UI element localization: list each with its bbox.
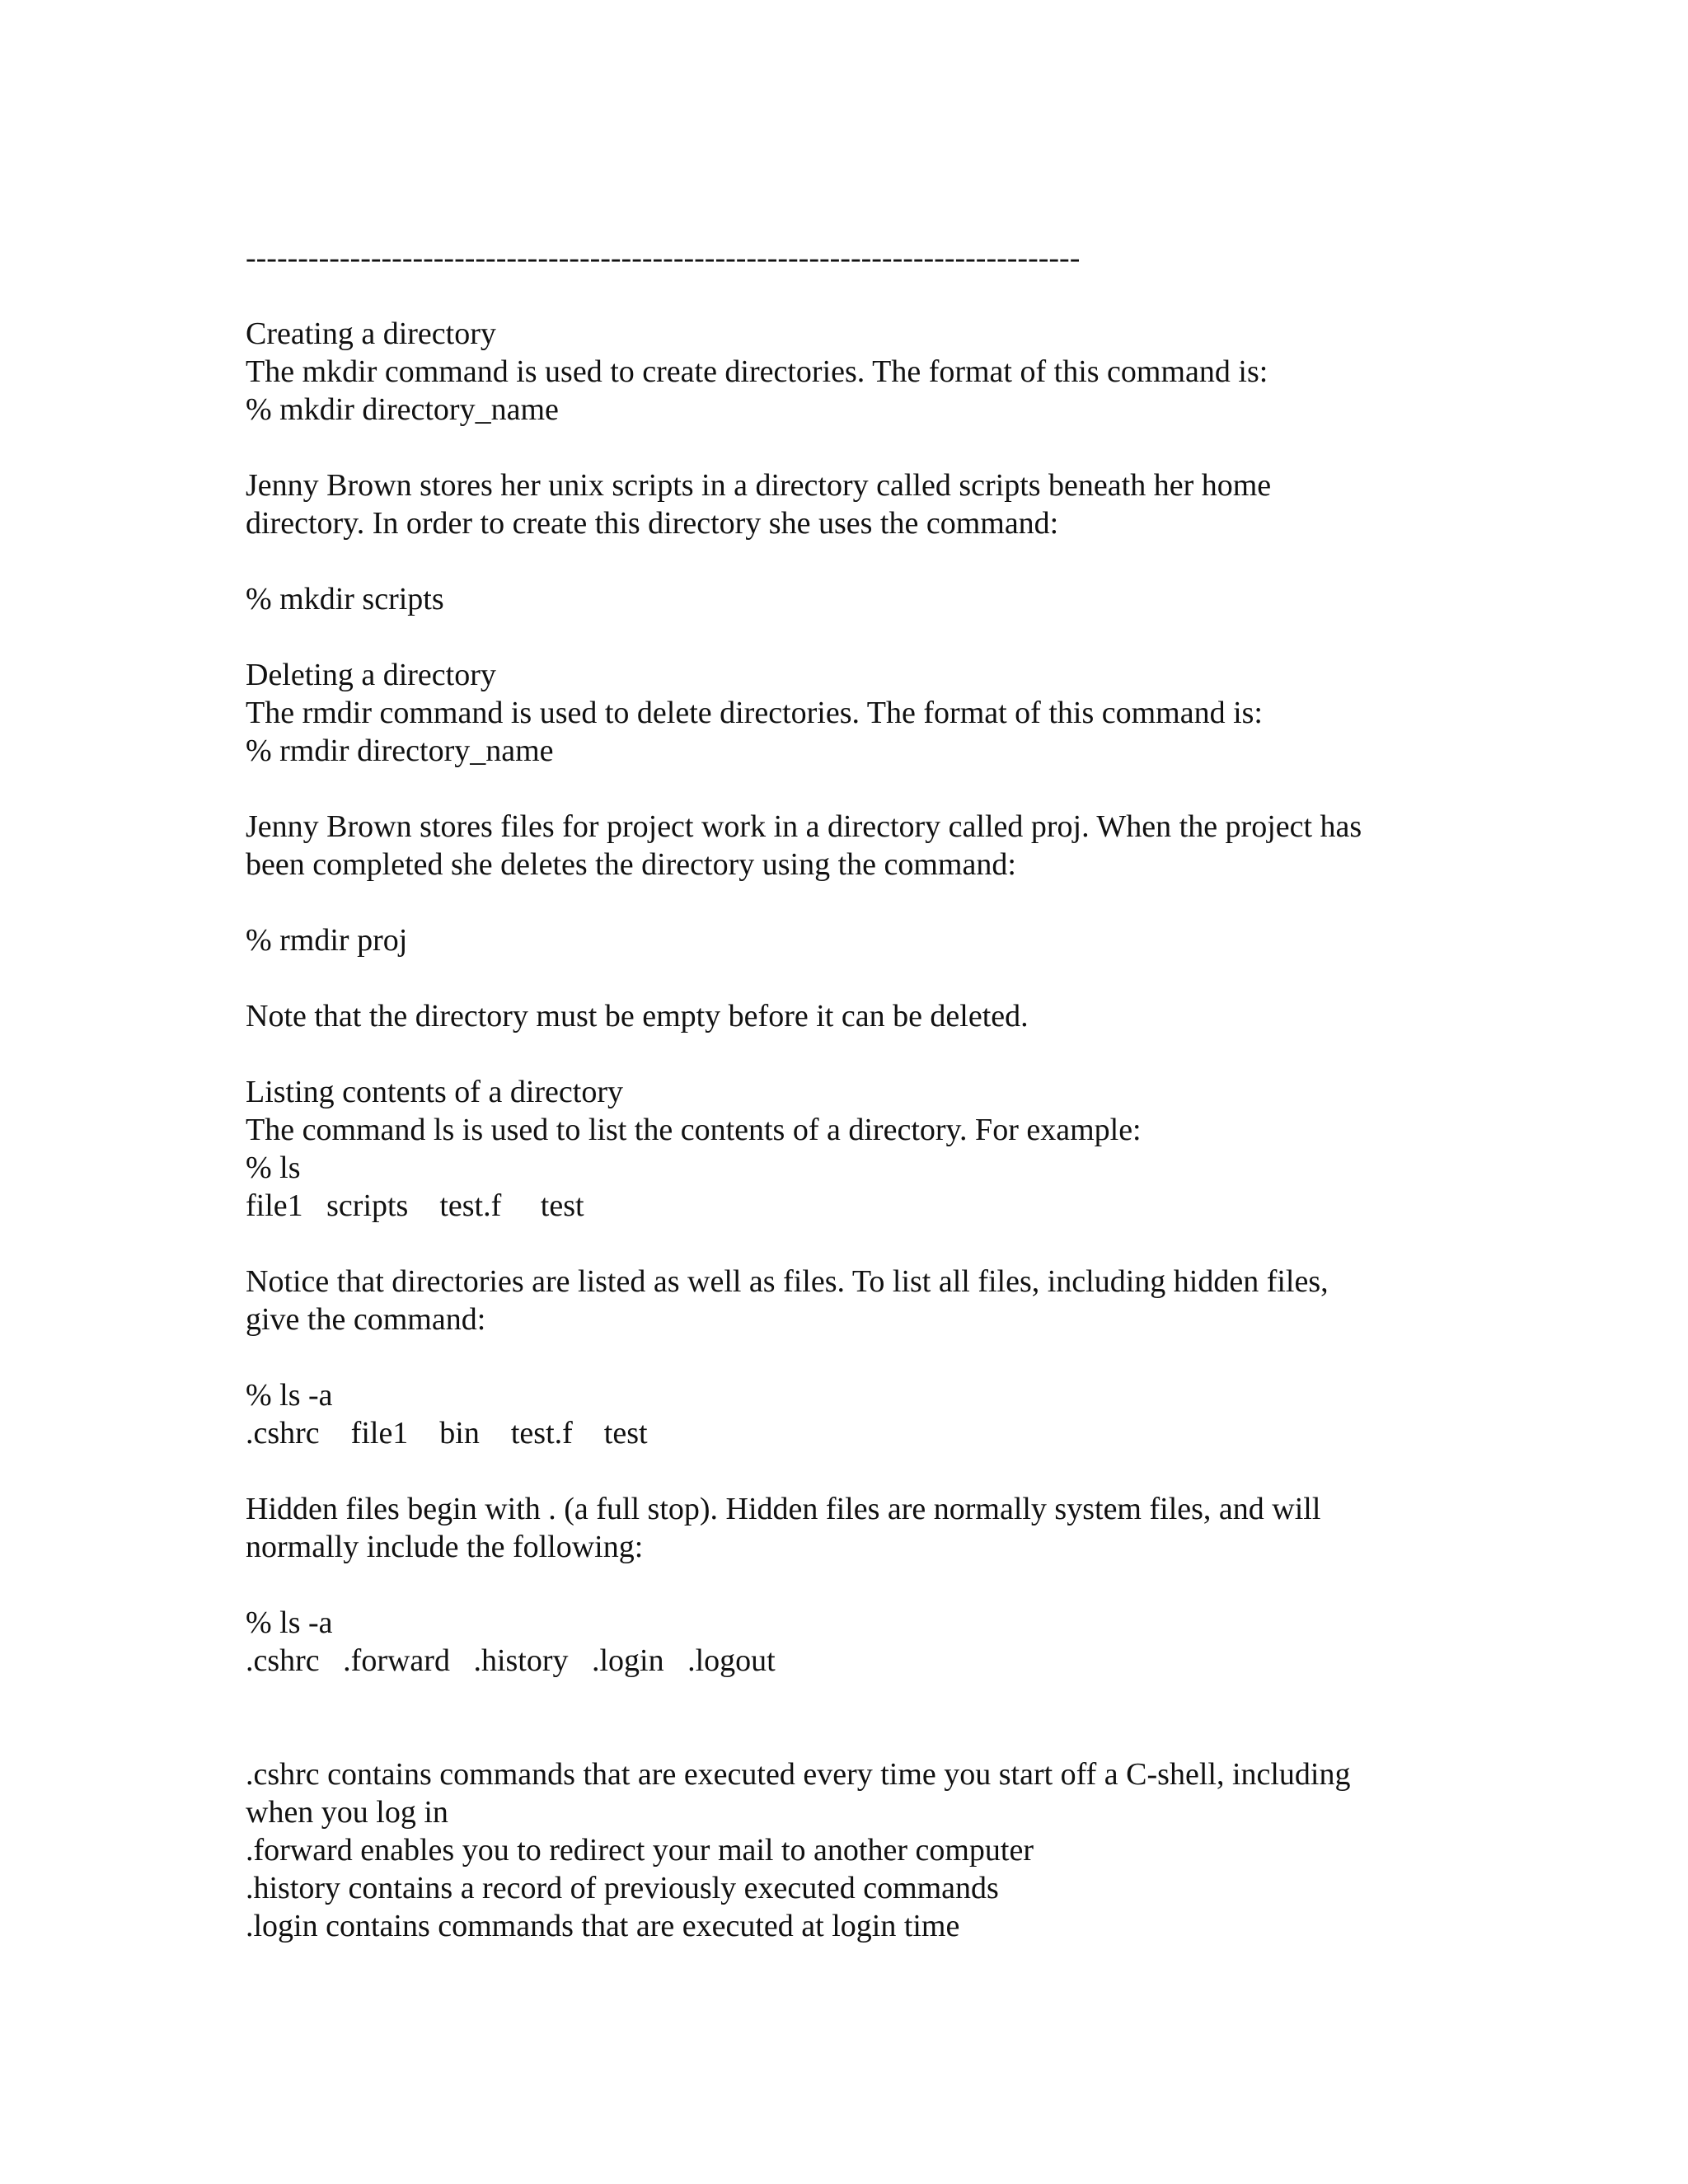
rmdir-intro: The rmdir command is used to delete directories. The format of this command is: (246, 696, 1263, 730)
ls-output-1: file1 scripts test.f test (246, 1188, 584, 1223)
mkdir-format: % mkdir directory_name (246, 392, 559, 427)
mkdir-intro: The mkdir command is used to create directories. The format of this command is: (246, 354, 1268, 389)
rmdir-format: % rmdir directory_name (246, 733, 554, 768)
heading-creating-directory: Creating a directory (246, 316, 496, 351)
hidden-files-text-2: normally include the following: (246, 1530, 644, 1564)
mkdir-example-text-2: directory. In order to create this directory she uses the command: (246, 506, 1059, 541)
history-description: .history contains a record of previously executed commands (246, 1871, 999, 1905)
forward-description: .forward enables you to redirect your mail to another computer (246, 1833, 1034, 1868)
mkdir-example-command: % mkdir scripts (246, 582, 444, 616)
document-page (246, 239, 1482, 1945)
horizontal-rule: -------------------------------------------------------------------------------- (246, 241, 1081, 275)
ls-output-3: .cshrc .forward .history .login .logout (246, 1643, 776, 1678)
mkdir-example-text-1: Jenny Brown stores her unix scripts in a directory called scripts beneath her home (246, 468, 1272, 503)
ls-command-3: % ls -a (246, 1605, 333, 1640)
ls-notice-2: give the command: (246, 1302, 486, 1337)
hidden-files-text-1: Hidden files begin with . (a full stop). Hidden files are normally system files, and will (246, 1492, 1321, 1526)
ls-output-2: .cshrc file1 bin test.f test (246, 1416, 648, 1451)
heading-listing-contents: Listing contents of a directory (246, 1075, 623, 1109)
rmdir-example-text-1: Jenny Brown stores files for project work in a directory called proj. When the project has (246, 809, 1362, 844)
heading-deleting-directory: Deleting a directory (246, 658, 496, 692)
login-description: .login contains commands that are executed at login time (246, 1909, 960, 1943)
rmdir-example-command: % rmdir proj (246, 923, 408, 958)
rmdir-example-text-2: been completed she deletes the directory using the command: (246, 847, 1016, 882)
cshrc-description-2: when you log in (246, 1795, 448, 1830)
ls-command-2: % ls -a (246, 1378, 333, 1413)
ls-intro: The command ls is used to list the contents of a directory. For example: (246, 1113, 1142, 1147)
ls-notice-1: Notice that directories are listed as well as files. To list all files, including hidden files, (246, 1264, 1329, 1299)
ls-command-1: % ls (246, 1151, 301, 1185)
cshrc-description-1: .cshrc contains commands that are executed every time you start off a C-shell, including (246, 1757, 1351, 1792)
rmdir-note: Note that the directory must be empty before it can be deleted. (246, 999, 1029, 1033)
